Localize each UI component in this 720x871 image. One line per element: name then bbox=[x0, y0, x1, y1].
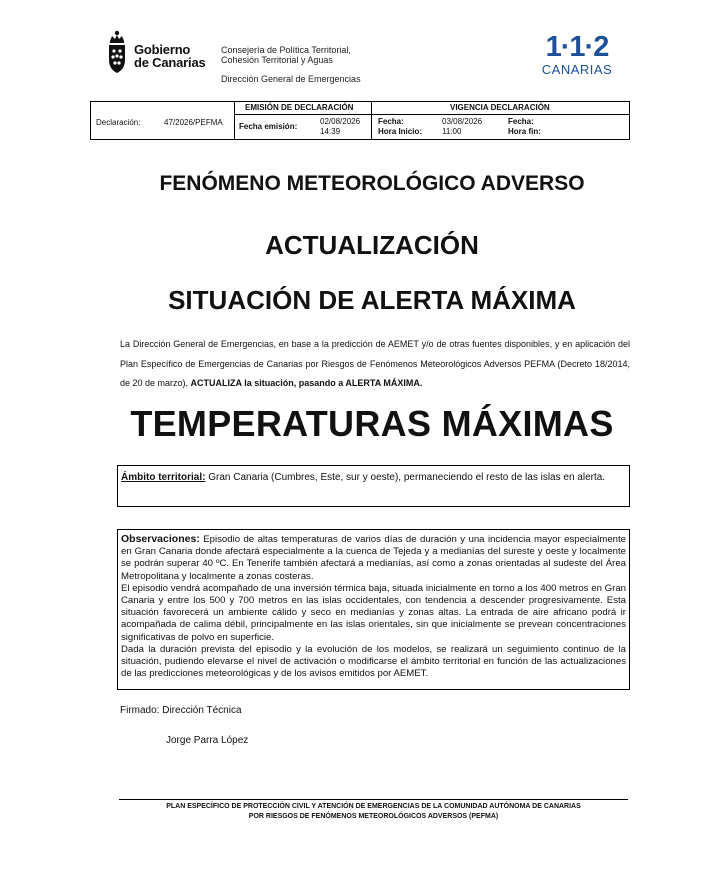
intro-bold-text: ACTUALIZA la situación, pasando a ALERTA MÁXIMA. bbox=[190, 378, 423, 388]
footer-text bbox=[119, 802, 628, 822]
logo-112-label: CANARIAS bbox=[541, 62, 613, 77]
observaciones-text-1: Episodio de altas temperaturas de varios días de duración y una incidencia mayor especialmente en Gran Canaria donde afectará especialmente a la cuenca de Tejeda y a medianías del sureste y oeste y localmente se podrán superar 40 ºC. En Tenerife también afectará a medianías, así como a zonas orientadas al sudeste del Área Metropolitana y localmente a zonas costeras. bbox=[121, 534, 626, 582]
hora-inicio-label: Hora Inicio: bbox=[378, 127, 423, 136]
fecha-fin-label: Fecha: bbox=[508, 117, 534, 126]
observaciones-paragraph-3: Dada la duración prevista del episodio y la evolución de los modelos, se realizará un seguimiento continuo de la situación, pudiendo elevarse el nivel de activación o modificarse el ámbito territorial en función de las actualizaciones de las predicciones meteorológicas y de los avisos emitidos por AEMET. bbox=[121, 643, 626, 680]
gobierno-logo-line2: de Canarias bbox=[134, 55, 206, 70]
consejeria-line2: Cohesión Territorial y Aguas bbox=[221, 55, 333, 65]
intro-text: La Dirección General de Emergencias, en base a la predicción de AEMET y/o de otras fuentes disponibles, y en aplicación del Plan Específico de Emergencias de Canarias por Riesgos de Fenómenos Meteorológicos Adversos PEFMA (Decreto 18/2014, de 20 de marzo), bbox=[120, 339, 630, 388]
footer-divider bbox=[119, 799, 628, 800]
fecha-label: Fecha: bbox=[378, 117, 404, 126]
firmante-nombre: Jorge Parra López bbox=[166, 735, 249, 746]
tipo-title: TEMPERATURAS MÁXIMAS bbox=[130, 403, 614, 444]
gobierno-canarias-logo bbox=[106, 29, 206, 77]
consejeria-line1: Consejería de Política Territorial, bbox=[221, 45, 351, 55]
fecha-value: 03/08/2026 bbox=[442, 117, 483, 126]
table-divider bbox=[371, 102, 372, 139]
intro-paragraph bbox=[120, 335, 630, 394]
declaration-table bbox=[90, 101, 630, 140]
declaracion-value: 47/2026/PEFMA bbox=[164, 118, 223, 127]
observaciones-paragraph-1 bbox=[121, 533, 626, 583]
table-divider bbox=[234, 102, 235, 139]
direccion-general-text: Dirección General de Emergencias bbox=[221, 74, 361, 84]
hora-fin-label: Hora fin: bbox=[508, 127, 541, 136]
footer-line-2: POR RIESGOS DE FENÓMENOS METEOROLÓGICOS ADVERSOS (PEFMA) bbox=[248, 813, 499, 820]
ambito-label: Ámbito territorial: bbox=[121, 472, 206, 483]
consejeria-text bbox=[221, 45, 351, 65]
gobierno-logo-line1: Gobierno bbox=[134, 42, 191, 57]
actualizacion-title: ACTUALIZACIÓN bbox=[265, 230, 479, 260]
fenomeno-title: FENÓMENO METEOROLÓGICO ADVERSO bbox=[159, 172, 585, 195]
observaciones-label: Observaciones: bbox=[121, 533, 200, 545]
footer-line-1: PLAN ESPECÍFICO DE PROTECCIÓN CIVIL Y ATENCIÓN DE EMERGENCIAS DE LA COMUNIDAD AUTÓNOMA DE CANARIAS bbox=[166, 803, 581, 810]
gobierno-logo-text bbox=[134, 43, 206, 69]
logo-112-number: 1·1·2 bbox=[545, 31, 609, 63]
declaracion-label: Declaración: bbox=[96, 118, 141, 127]
situacion-title: SITUACIÓN DE ALERTA MÁXIMA bbox=[168, 285, 576, 315]
table-divider bbox=[234, 114, 629, 115]
firmado-label: Firmado: Dirección Técnica bbox=[120, 705, 242, 716]
hora-inicio-value: 11:00 bbox=[442, 127, 462, 136]
vigencia-header: VIGENCIA DECLARACIÓN bbox=[450, 103, 550, 112]
ambito-text: Gran Canaria (Cumbres, Este, sur y oeste), permaneciendo el resto de las islas en alerta. bbox=[205, 472, 606, 483]
observaciones-box bbox=[117, 529, 630, 690]
fecha-emision-time: 14:39 bbox=[320, 127, 341, 136]
coat-of-arms-icon bbox=[106, 29, 128, 75]
logo-112-canarias bbox=[538, 31, 616, 81]
fecha-emision-label: Fecha emisión: bbox=[239, 122, 298, 131]
ambito-territorial-box bbox=[117, 465, 630, 507]
observaciones-paragraph-2: El episodio vendrá acompañado de una inversión térmica baja, situada inicialmente en torno a los 400 metros en Gran Canaria y entre los 500 y 700 metros en las islas occidentales, con tendencia a descender progresivamente. Esta situación favorecerá un ambiente cálido y seco en medianías y zonas altas. La entrada de aire africano podrá ir acompañada de calima débil, principalmente en las islas orientales, sin que inicialmente se prevean concentraciones significativas de polvo en superficie. bbox=[121, 582, 626, 643]
emision-header: EMISIÓN DE DECLARACIÓN bbox=[245, 103, 354, 112]
fecha-emision-date: 02/08/2026 bbox=[320, 117, 361, 126]
